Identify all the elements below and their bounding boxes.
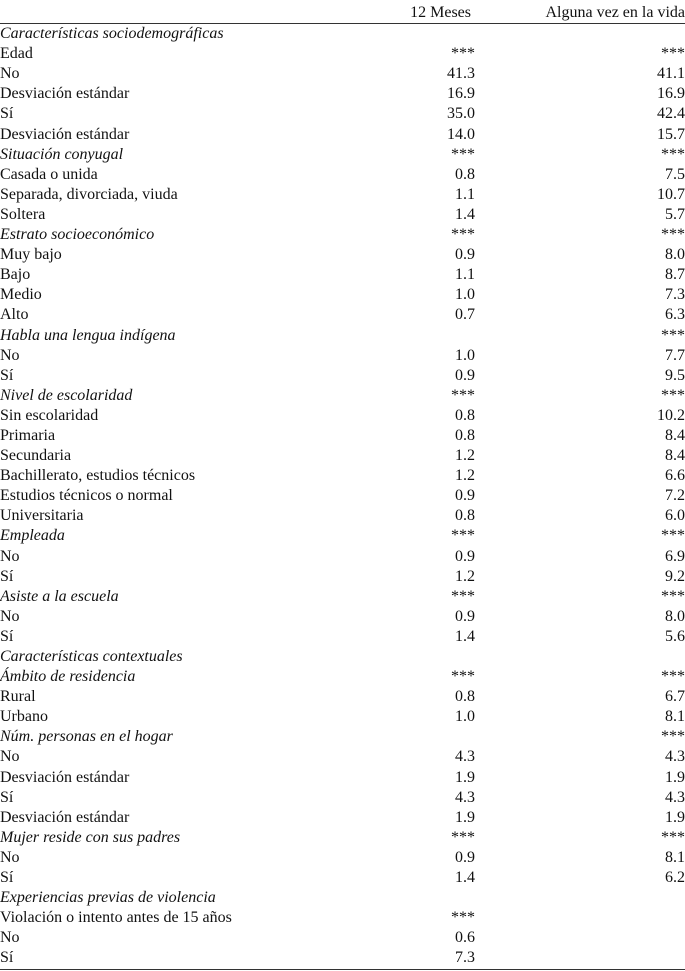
group-row bbox=[0, 225, 685, 245]
value-12-meses: 1.4 bbox=[455, 205, 475, 223]
table-row bbox=[0, 84, 685, 104]
table-row bbox=[0, 627, 685, 647]
row-label: Nivel de escolaridad bbox=[0, 386, 133, 404]
value-12-meses: *** bbox=[451, 668, 475, 686]
value-12-meses: 0.8 bbox=[455, 406, 475, 424]
value-alguna-vez bbox=[475, 647, 685, 667]
value-alguna-vez: *** bbox=[661, 728, 685, 746]
row-label: Muy bajo bbox=[0, 246, 62, 264]
value-alguna-vez: *** bbox=[661, 668, 685, 686]
header-row bbox=[0, 3, 685, 24]
value-alguna-vez: 1.9 bbox=[665, 808, 685, 826]
value-alguna-vez: 8.4 bbox=[665, 426, 685, 444]
value-alguna-vez: 9.5 bbox=[665, 366, 685, 384]
row-label: Sí bbox=[0, 869, 14, 887]
table-row bbox=[0, 346, 685, 366]
value-12-meses: 0.8 bbox=[455, 688, 475, 706]
value-alguna-vez: *** bbox=[661, 527, 685, 545]
value-alguna-vez: 4.3 bbox=[665, 748, 685, 766]
row-label: Urbano bbox=[0, 708, 48, 726]
table-row bbox=[0, 285, 685, 305]
value-alguna-vez: 1.9 bbox=[665, 768, 685, 786]
value-alguna-vez: 6.2 bbox=[665, 869, 685, 887]
row-label: Medio bbox=[0, 286, 42, 304]
value-12-meses: 0.9 bbox=[455, 487, 475, 505]
row-label: Sí bbox=[0, 105, 14, 123]
row-label: Sí bbox=[0, 567, 14, 585]
row-label: Experiencias previas de violencia bbox=[0, 889, 216, 907]
row-label: Núm. personas en el hogar bbox=[0, 728, 173, 746]
value-12-meses: 0.9 bbox=[455, 246, 475, 264]
row-label: Ámbito de residencia bbox=[0, 668, 136, 686]
statistics-table bbox=[0, 3, 685, 970]
row-label: Separada, divorciada, viuda bbox=[0, 185, 178, 203]
value-alguna-vez: *** bbox=[661, 587, 685, 605]
value-12-meses: 16.9 bbox=[447, 85, 475, 103]
group-row bbox=[0, 526, 685, 546]
value-alguna-vez: 7.7 bbox=[665, 346, 685, 364]
value-12-meses: *** bbox=[451, 828, 475, 846]
row-label: Edad bbox=[0, 45, 33, 63]
row-label: Universitaria bbox=[0, 507, 84, 525]
row-label: Estudios técnicos o normal bbox=[0, 487, 173, 505]
group-row bbox=[0, 145, 685, 165]
value-12-meses: 0.9 bbox=[455, 547, 475, 565]
table-row bbox=[0, 265, 685, 285]
value-12-meses: 0.8 bbox=[455, 507, 475, 525]
group-row bbox=[0, 587, 685, 607]
value-alguna-vez: *** bbox=[661, 226, 685, 244]
value-12-meses bbox=[395, 326, 475, 346]
table-row bbox=[0, 185, 685, 205]
value-12-meses: *** bbox=[451, 226, 475, 244]
group-row bbox=[0, 326, 685, 346]
value-alguna-vez bbox=[475, 888, 685, 908]
row-label: Sí bbox=[0, 788, 14, 806]
row-label: No bbox=[0, 848, 20, 866]
table-row bbox=[0, 768, 685, 788]
table-row bbox=[0, 506, 685, 526]
row-label: Empleada bbox=[0, 527, 65, 545]
value-alguna-vez: 7.2 bbox=[665, 487, 685, 505]
row-label: No bbox=[0, 607, 20, 625]
row-label: Casada o unida bbox=[0, 165, 98, 183]
value-12-meses: 1.1 bbox=[455, 266, 475, 284]
value-12-meses: 0.6 bbox=[455, 929, 475, 947]
value-alguna-vez bbox=[475, 948, 685, 969]
value-12-meses bbox=[395, 888, 475, 908]
row-label: Bachillerato, estudios técnicos bbox=[0, 467, 196, 485]
value-alguna-vez: 8.7 bbox=[665, 266, 685, 284]
value-12-meses: 35.0 bbox=[447, 105, 475, 123]
value-12-meses: 1.0 bbox=[455, 346, 475, 364]
value-alguna-vez: 41.1 bbox=[657, 65, 685, 83]
value-12-meses: 1.2 bbox=[455, 467, 475, 485]
table-row bbox=[0, 948, 685, 969]
table-row bbox=[0, 747, 685, 767]
table-row bbox=[0, 104, 685, 124]
table-row bbox=[0, 205, 685, 225]
table-row bbox=[0, 245, 685, 265]
value-12-meses: 7.3 bbox=[395, 948, 475, 969]
table-body bbox=[0, 24, 685, 969]
table-row bbox=[0, 788, 685, 808]
header-label-column bbox=[0, 3, 395, 24]
value-alguna-vez: 6.7 bbox=[665, 688, 685, 706]
table-row bbox=[0, 848, 685, 868]
row-label: Sin escolaridad bbox=[0, 406, 99, 424]
value-alguna-vez: 8.1 bbox=[665, 708, 685, 726]
value-12-meses bbox=[395, 727, 475, 747]
value-alguna-vez: 6.6 bbox=[665, 467, 685, 485]
value-12-meses: *** bbox=[451, 909, 475, 927]
value-alguna-vez: 8.0 bbox=[665, 246, 685, 264]
value-alguna-vez: 10.7 bbox=[657, 185, 685, 203]
table-row bbox=[0, 808, 685, 828]
table-row bbox=[0, 707, 685, 727]
row-label: No bbox=[0, 65, 20, 83]
row-label: Características sociodemográficas bbox=[0, 25, 224, 43]
value-alguna-vez: 5.7 bbox=[665, 205, 685, 223]
table-row bbox=[0, 305, 685, 325]
value-12-meses bbox=[395, 647, 475, 667]
table-row bbox=[0, 687, 685, 707]
table-row bbox=[0, 547, 685, 567]
value-12-meses: *** bbox=[451, 587, 475, 605]
row-label: Desviación estándar bbox=[0, 808, 130, 826]
row-label: Situación conyugal bbox=[0, 145, 124, 163]
value-alguna-vez: *** bbox=[661, 45, 685, 63]
value-alguna-vez: 42.4 bbox=[657, 105, 685, 123]
value-12-meses: *** bbox=[451, 527, 475, 545]
value-12-meses: 4.3 bbox=[455, 788, 475, 806]
value-alguna-vez: 16.9 bbox=[657, 85, 685, 103]
row-label: Bajo bbox=[0, 266, 31, 284]
value-alguna-vez: 6.9 bbox=[665, 547, 685, 565]
value-12-meses: *** bbox=[451, 386, 475, 404]
value-alguna-vez: 15.7 bbox=[657, 125, 685, 143]
row-label: Estrato socioeconómico bbox=[0, 226, 155, 244]
value-12-meses: 1.4 bbox=[455, 869, 475, 887]
value-12-meses: 1.2 bbox=[455, 447, 475, 465]
table-row bbox=[0, 868, 685, 888]
value-alguna-vez: 6.3 bbox=[665, 306, 685, 324]
row-label: Violación o intento antes de 15 años bbox=[0, 909, 232, 927]
value-alguna-vez: 8.1 bbox=[665, 848, 685, 866]
value-12-meses: 0.7 bbox=[455, 306, 475, 324]
group-row bbox=[0, 667, 685, 687]
value-alguna-vez: *** bbox=[661, 386, 685, 404]
value-12-meses: 1.1 bbox=[455, 185, 475, 203]
table-row bbox=[0, 406, 685, 426]
value-alguna-vez: *** bbox=[661, 326, 685, 344]
group-row bbox=[0, 386, 685, 406]
value-12-meses: 1.4 bbox=[455, 627, 475, 645]
row-label: Sí bbox=[0, 948, 395, 969]
value-12-meses: 1.0 bbox=[455, 708, 475, 726]
row-label: No bbox=[0, 748, 20, 766]
value-12-meses: 0.9 bbox=[455, 607, 475, 625]
value-alguna-vez bbox=[475, 928, 685, 948]
row-label: Secundaria bbox=[0, 447, 72, 465]
group-row bbox=[0, 828, 685, 848]
row-label: No bbox=[0, 346, 20, 364]
value-12-meses: 1.9 bbox=[455, 808, 475, 826]
value-alguna-vez: 7.5 bbox=[665, 165, 685, 183]
value-12-meses: 4.3 bbox=[455, 748, 475, 766]
value-12-meses: *** bbox=[451, 145, 475, 163]
section-row bbox=[0, 647, 685, 667]
row-label: Soltera bbox=[0, 205, 46, 223]
row-label: Sí bbox=[0, 366, 14, 384]
section-row bbox=[0, 24, 685, 45]
value-12-meses: 1.0 bbox=[455, 286, 475, 304]
header-12-meses: 12 Meses bbox=[395, 3, 475, 24]
row-label: Desviación estándar bbox=[0, 85, 130, 103]
row-label: Alto bbox=[0, 306, 29, 324]
value-12-meses: 0.9 bbox=[455, 366, 475, 384]
value-alguna-vez: 6.0 bbox=[665, 507, 685, 525]
section-row bbox=[0, 888, 685, 908]
row-label: Desviación estándar bbox=[0, 125, 130, 143]
row-label: Asiste a la escuela bbox=[0, 587, 119, 605]
table-row bbox=[0, 607, 685, 627]
table-row bbox=[0, 908, 685, 928]
value-alguna-vez: 10.2 bbox=[657, 406, 685, 424]
value-12-meses bbox=[395, 24, 475, 45]
table-row bbox=[0, 125, 685, 145]
table-row bbox=[0, 44, 685, 64]
row-label: Mujer reside con sus padres bbox=[0, 828, 181, 846]
row-label: Sí bbox=[0, 627, 14, 645]
table-row bbox=[0, 426, 685, 446]
value-alguna-vez: 4.3 bbox=[665, 788, 685, 806]
value-alguna-vez: 7.3 bbox=[665, 286, 685, 304]
table-row bbox=[0, 466, 685, 486]
value-alguna-vez bbox=[475, 908, 685, 928]
table-row bbox=[0, 165, 685, 185]
table-row bbox=[0, 64, 685, 84]
value-12-meses: 1.9 bbox=[455, 768, 475, 786]
value-12-meses: *** bbox=[451, 45, 475, 63]
value-alguna-vez: 8.0 bbox=[665, 607, 685, 625]
value-alguna-vez: *** bbox=[661, 828, 685, 846]
table-row bbox=[0, 366, 685, 386]
value-alguna-vez bbox=[475, 24, 685, 45]
value-12-meses: 0.9 bbox=[455, 848, 475, 866]
value-alguna-vez: *** bbox=[661, 145, 685, 163]
header-alguna-vez: Alguna vez en la vida bbox=[475, 3, 685, 24]
value-12-meses: 0.8 bbox=[455, 165, 475, 183]
table-row bbox=[0, 928, 685, 948]
row-label: No bbox=[0, 547, 20, 565]
table-row bbox=[0, 486, 685, 506]
value-12-meses: 41.3 bbox=[447, 65, 475, 83]
row-label: Primaria bbox=[0, 426, 56, 444]
value-alguna-vez: 9.2 bbox=[665, 567, 685, 585]
value-alguna-vez: 8.4 bbox=[665, 447, 685, 465]
table-row bbox=[0, 567, 685, 587]
row-label: No bbox=[0, 929, 20, 947]
value-12-meses: 0.8 bbox=[455, 426, 475, 444]
group-row bbox=[0, 727, 685, 747]
value-12-meses: 1.2 bbox=[455, 567, 475, 585]
row-label: Habla una lengua indígena bbox=[0, 326, 176, 344]
row-label: Desviación estándar bbox=[0, 768, 130, 786]
row-label: Características contextuales bbox=[0, 648, 183, 665]
row-label: Rural bbox=[0, 688, 36, 706]
value-12-meses: 14.0 bbox=[447, 125, 475, 143]
value-alguna-vez: 5.6 bbox=[665, 627, 685, 645]
table-header bbox=[0, 3, 685, 24]
table-row bbox=[0, 446, 685, 466]
